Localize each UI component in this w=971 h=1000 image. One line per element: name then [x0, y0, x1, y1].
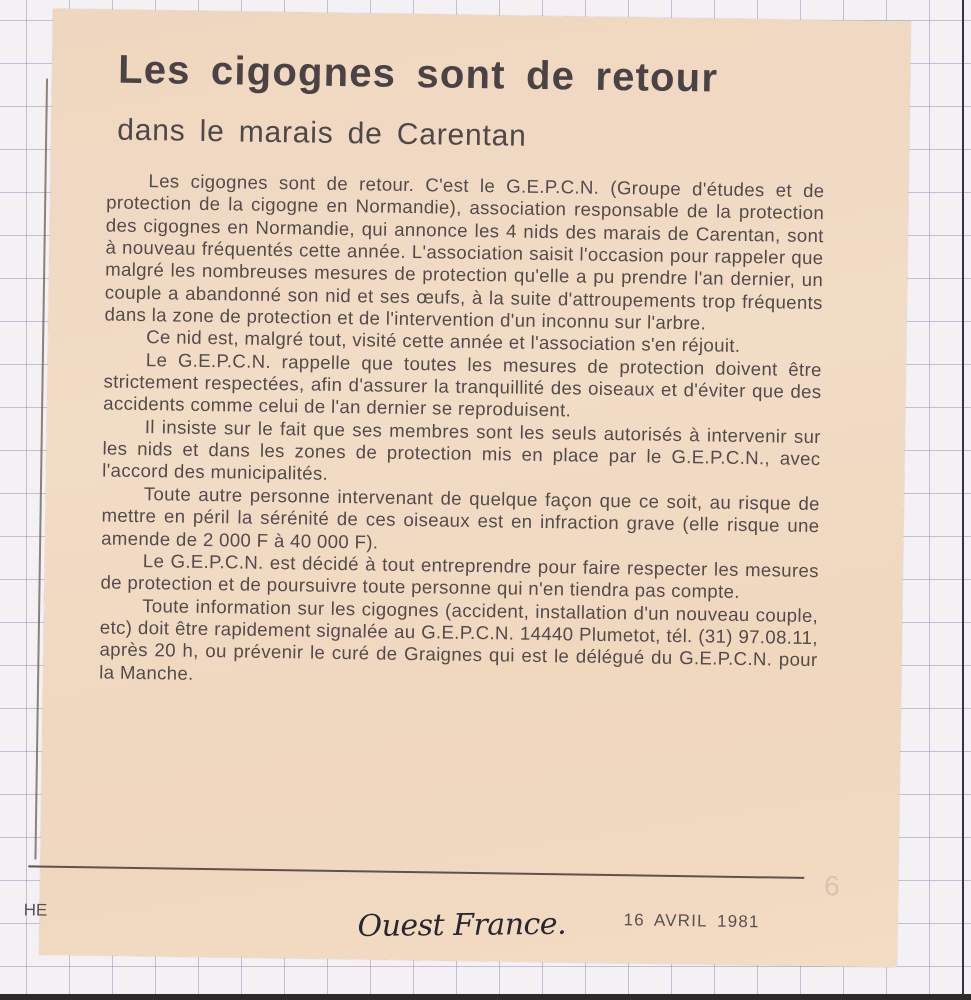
publication-date: 16 AVRIL 1981	[623, 910, 760, 932]
article-bottom-rule	[28, 865, 804, 879]
paragraph: Ce nid est, malgré tout, visité cette année et l'association s'en réjouit.	[146, 326, 741, 357]
article-subheadline: dans le marais de Carentan	[117, 113, 527, 153]
page-bottom-edge	[0, 994, 971, 1000]
article-body	[99, 170, 825, 695]
paragraph: Le G.E.P.C.N. est décidé à tout entreprendre pour faire respecter les mesures de protection et de poursuivre toute personne qui n'en tiendra pas compte.	[100, 549, 819, 603]
article-headline: Les cigognes sont de retour	[117, 47, 719, 101]
pencil-annotation: 6	[823, 870, 840, 902]
newspaper-clipping	[23, 9, 911, 968]
handwritten-source: Ouest France.	[357, 906, 567, 945]
paragraph: Il insiste sur le fait que ses membres sont les seuls autorisés à intervenir sur les nids et dans les zones de protection mis en place par le G.E.P.C.N., avec l'accord des municipalités.	[102, 415, 821, 485]
column-rule	[34, 79, 48, 860]
notebook-margin-line	[962, 0, 964, 1000]
paragraph: Le G.E.P.C.N. rappelle que toutes les mesures de protection doivent être strictement respectées, afin d'assurer la tranquillité des oiseaux et d'éviter que des accidents comme celui de l'an dernier se reproduisent.	[103, 348, 822, 421]
paragraph: Toute information sur les cigognes (accident, installation d'un nouveau couple, etc) doit être rapidement signalée au G.E.P.C.N. 14440 Plumetot, tél. (31) 97.08.11, après 20 h, ou prévenir le curé de Graignes qui est le délégué du G.E.P.C.N. pour la Manche.	[99, 594, 819, 684]
edition-fragment: HE	[23, 900, 48, 920]
paragraph: Toute autre personne intervenant de quelque façon que ce soit, au risque de mettre en péril la sérénité de ces oiseaux est en infraction grave (elle risque une amende de 2 000 F à 40 000 F).	[101, 482, 820, 553]
paragraph: Les cigognes sont de retour. C'est le G.E.P.C.N. (Groupe d'études et de protection de la cigogne en Normandie), association responsable de la protection des cigognes en Normandie, qui annonce les 4 nids des marais de Carentan, sont à nouveau fréquentés cette année. L'association saisit l'occasion pour rappeler que malgré les nombreuses mesures de protection qu'elle a pu prendre l'an dernier, un couple a abandonné son nid et ses œufs, à la suite d'attroupements trop fréquents dans la zone de protection et de l'intervention d'un inconnu sur l'arbre.	[104, 170, 825, 334]
